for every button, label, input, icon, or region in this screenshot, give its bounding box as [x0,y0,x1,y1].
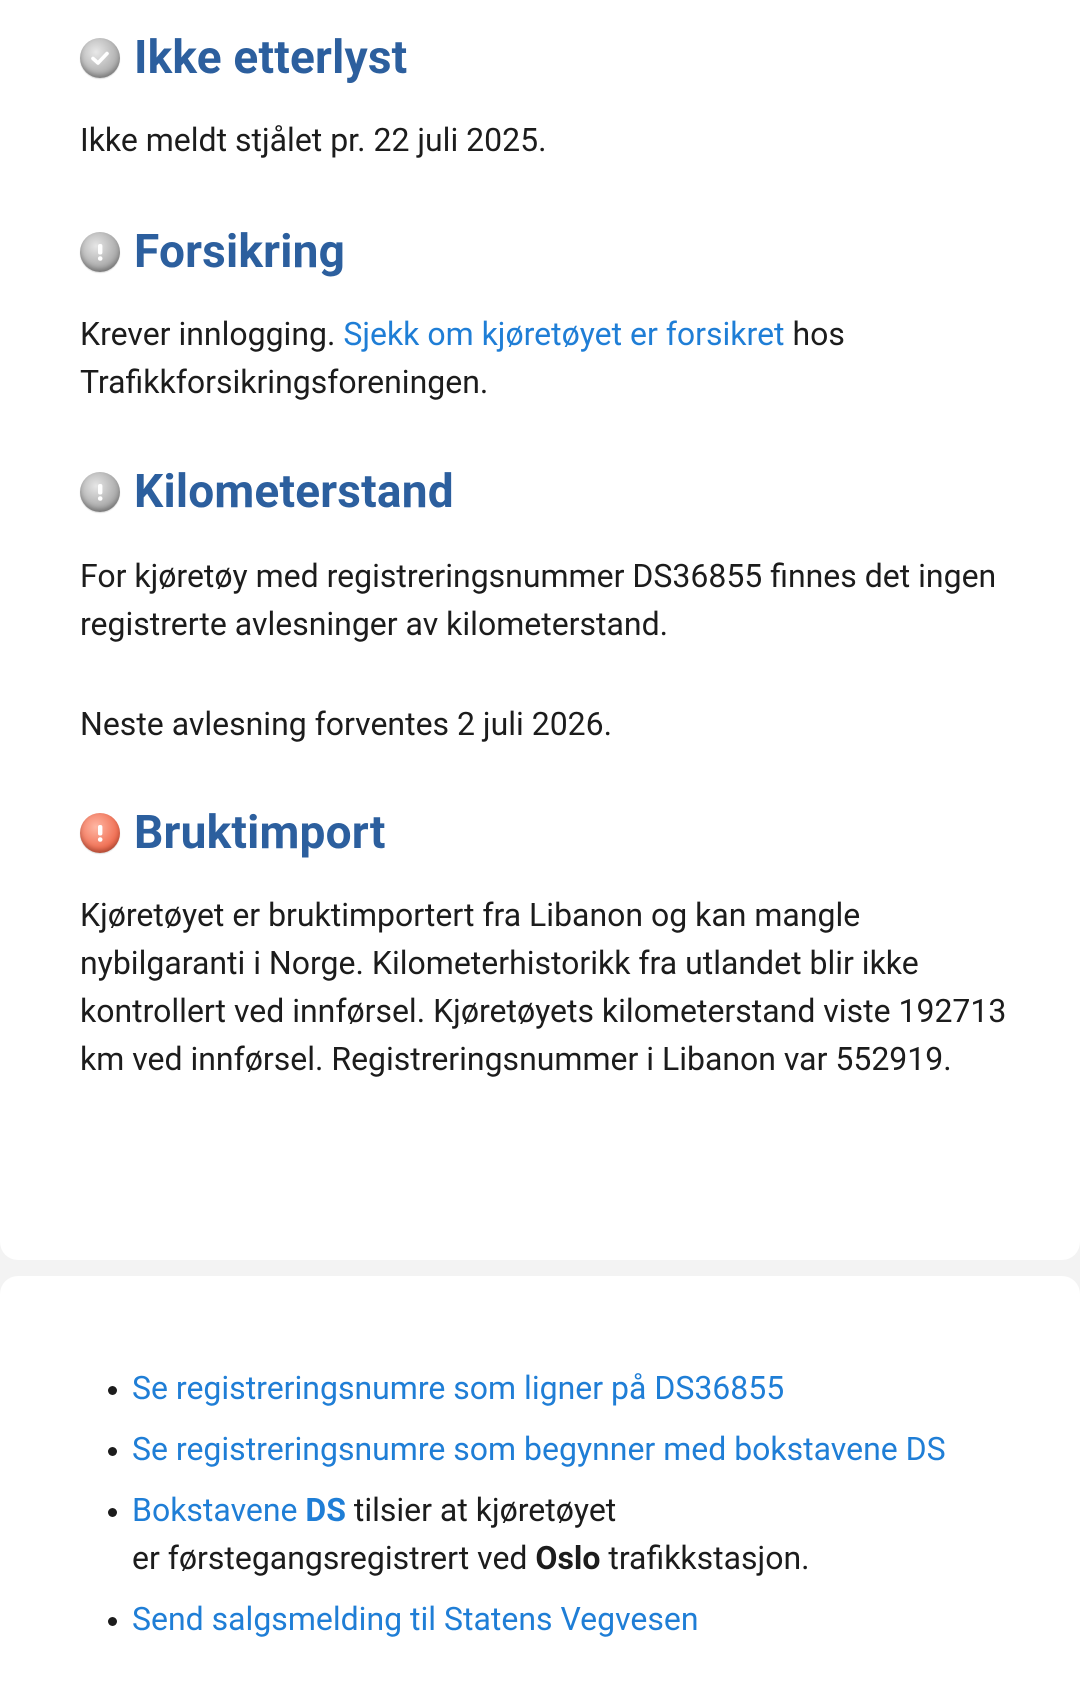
registration-suffix: trafikkstasjon. [600,1539,810,1577]
section-title: Bruktimport [134,806,386,860]
section-heading [80,462,1020,522]
section-text: For kjøretøy med registreringsnummer DS36855 finnes det ingen registrerte avlesninger av kilometerstand. [80,557,997,643]
letters-meaning-link[interactable] [132,1491,346,1529]
section-title: Kilometerstand [134,465,454,519]
section-heading [80,222,1020,282]
insurance-text-prefix: Krever innlogging. [80,315,344,353]
section-heading [80,803,1020,863]
letters-code: DS [305,1491,346,1529]
insurance-text-suffix: hos Trafikkforsikringsforeningen. [80,315,845,401]
info-icon [80,232,120,272]
section-text [80,310,1020,406]
plates-starting-with-link[interactable]: Se registreringsnumre som begynner med bokstavene DS [132,1430,946,1468]
section-insurance [80,222,1020,406]
sales-notice-link[interactable]: Send salgsmelding til Statens Vegvesen [132,1600,699,1638]
check-insurance-link[interactable]: Sjekk om kjøretøyet er forsikret [343,315,785,353]
list-item [132,1364,1072,1412]
alert-icon [80,813,120,853]
section-stolen-status [80,28,1020,164]
list-item [132,1425,1072,1473]
registration-place: Oslo [535,1539,601,1577]
section-title: Forsikring [134,225,346,279]
section-text: Kjøretøyet er bruktimportert fra Libanon og kan mangle nybilgaranti i Norge. Kilometerhistorikk fra utlandet blir ikke kontrollert ved innførsel. Kjøretøyets kilometerstand viste 192713 km ved innførsel. Registreringsnummer i Libanon var 552919. [80,896,1007,1078]
section-used-import [80,803,1020,1083]
letters-explanation: tilsier at kjøretøyet [345,1491,617,1529]
registration-text: er førstegangsregistrert ved [132,1539,536,1577]
section-title: Ikke etterlyst [134,31,408,85]
section-heading [80,28,1020,88]
info-icon [80,472,120,512]
list-item [132,1595,1072,1643]
section-text: Ikke meldt stjålet pr. 22 juli 2025. [80,121,547,159]
check-icon [80,38,120,78]
related-links-list [94,1364,1072,1656]
similar-plates-link[interactable]: Se registreringsnumre som ligner på DS36855 [132,1369,785,1407]
list-item [132,1486,1072,1582]
letters-link-text: Bokstavene [132,1491,306,1529]
next-reading-text: Neste avlesning forventes 2 juli 2026. [80,705,613,743]
section-odometer [80,462,1020,748]
